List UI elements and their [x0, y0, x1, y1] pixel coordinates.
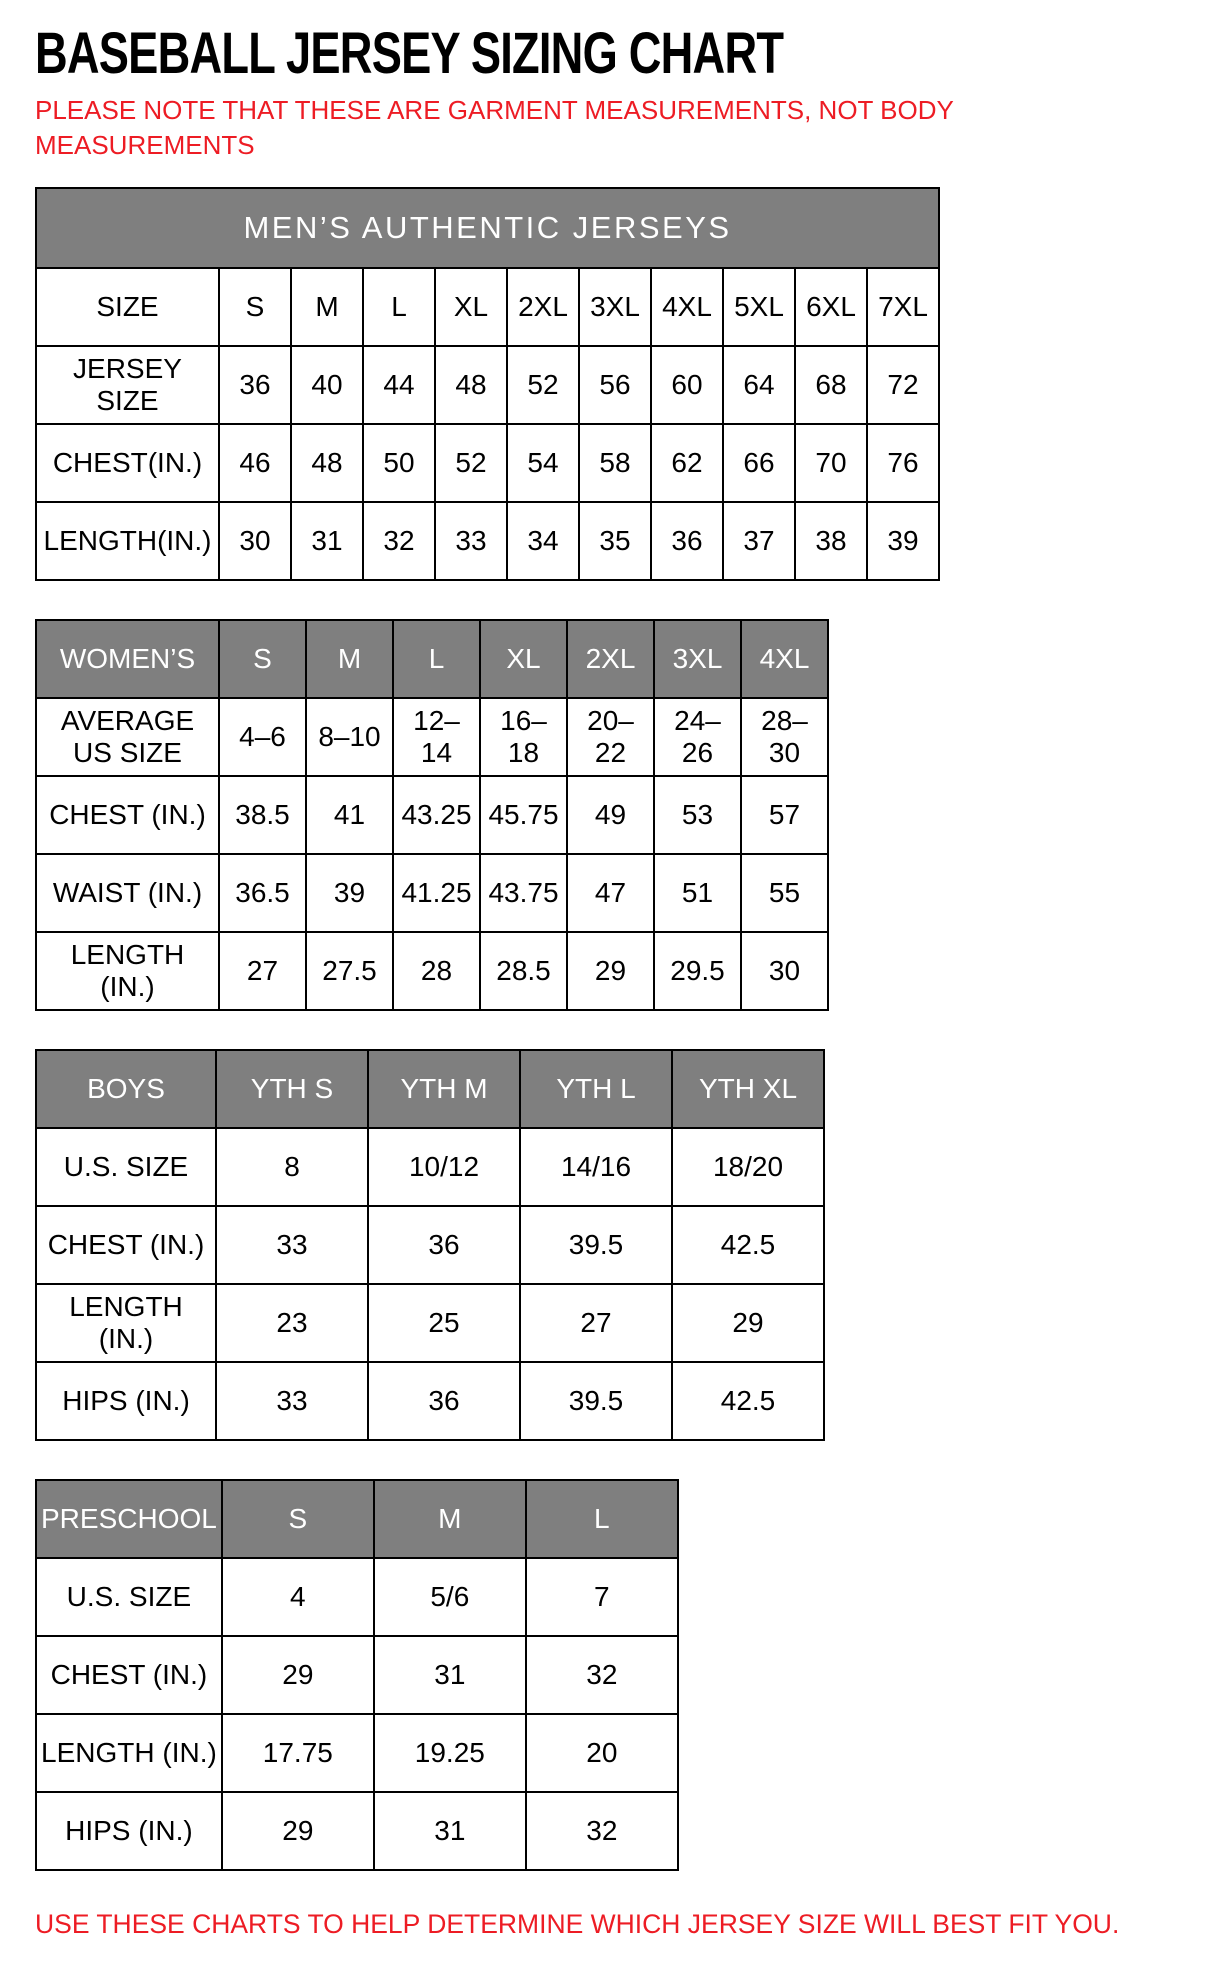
garment-measurement-note: PLEASE NOTE THAT THESE ARE GARMENT MEASUREMENTS, NOT BODY MEASUREMENTS	[35, 94, 954, 160]
page-title: BASEBALL JERSEY SIZING CHART	[35, 21, 784, 86]
boys-table-section	[35, 1049, 1185, 1441]
table-title-cell: WOMEN’S	[36, 620, 219, 698]
measurement-row	[36, 698, 828, 776]
measurement-cell: 56	[579, 346, 651, 424]
measurement-cell: 7	[526, 1558, 678, 1636]
measurement-cell: 39.5	[520, 1206, 672, 1284]
measurement-row	[36, 932, 828, 1010]
measurement-cell: 28–30	[741, 698, 828, 776]
measurement-cell: 32	[526, 1636, 678, 1714]
measurement-cell: 37	[723, 502, 795, 580]
measurement-cell: 4	[222, 1558, 374, 1636]
measurement-cell: 38.5	[219, 776, 306, 854]
measurement-cell: 66	[723, 424, 795, 502]
measurement-cell: 39	[867, 502, 939, 580]
measurement-cell: 5XL	[723, 268, 795, 346]
boys-sizing-table	[35, 1049, 825, 1441]
measurement-row	[36, 1284, 824, 1362]
measurement-cell: 7XL	[867, 268, 939, 346]
footer-note: USE THESE CHARTS TO HELP DETERMINE WHICH JERSEY SIZE WILL BEST FIT YOU.	[35, 1909, 1120, 1940]
measurement-cell: 48	[435, 346, 507, 424]
size-column-header: YTH XL	[672, 1050, 824, 1128]
measurement-cell: 64	[723, 346, 795, 424]
measurement-cell: 17.75	[222, 1714, 374, 1792]
measurement-cell: 41.25	[393, 854, 480, 932]
measurement-cell: 52	[507, 346, 579, 424]
measurement-cell: 76	[867, 424, 939, 502]
measurement-cell: 5/6	[374, 1558, 526, 1636]
measurement-row	[36, 1792, 678, 1870]
measurement-cell: 27.5	[306, 932, 393, 1010]
measurement-cell: 27	[520, 1284, 672, 1362]
measurement-row	[36, 1636, 678, 1714]
measurement-cell: 29	[672, 1284, 824, 1362]
measurement-cell: 24–26	[654, 698, 741, 776]
column-header-row	[36, 620, 828, 698]
row-label: CHEST(IN.)	[36, 424, 219, 502]
measurement-row	[36, 424, 939, 502]
table-banner: MEN’S AUTHENTIC JERSEYS	[36, 188, 939, 268]
table-title-cell: BOYS	[36, 1050, 216, 1128]
size-column-header: L	[526, 1480, 678, 1558]
size-column-header: M	[374, 1480, 526, 1558]
measurement-cell: 58	[579, 424, 651, 502]
measurement-cell: 20–22	[567, 698, 654, 776]
measurement-cell: 43.75	[480, 854, 567, 932]
size-column-header: YTH L	[520, 1050, 672, 1128]
measurement-cell: 34	[507, 502, 579, 580]
measurement-cell: 28	[393, 932, 480, 1010]
row-label: HIPS (IN.)	[36, 1362, 216, 1440]
size-column-header: L	[393, 620, 480, 698]
measurement-cell: 28.5	[480, 932, 567, 1010]
measurement-cell: 36	[651, 502, 723, 580]
measurement-cell: 30	[219, 502, 291, 580]
measurement-row	[36, 854, 828, 932]
measurement-row	[36, 1714, 678, 1792]
measurement-cell: 32	[526, 1792, 678, 1870]
size-column-header: YTH S	[216, 1050, 368, 1128]
measurement-cell: 19.25	[374, 1714, 526, 1792]
measurement-cell: 40	[291, 346, 363, 424]
measurement-cell: 31	[291, 502, 363, 580]
measurement-cell: 41	[306, 776, 393, 854]
measurement-cell: 18/20	[672, 1128, 824, 1206]
measurement-cell: 51	[654, 854, 741, 932]
measurement-row	[36, 1362, 824, 1440]
table-banner-row	[36, 188, 939, 268]
womens-sizing-table	[35, 619, 829, 1011]
measurement-cell: 2XL	[507, 268, 579, 346]
measurement-cell: 20	[526, 1714, 678, 1792]
measurement-cell: 4XL	[651, 268, 723, 346]
measurement-cell: 72	[867, 346, 939, 424]
measurement-cell: 46	[219, 424, 291, 502]
measurement-cell: 39.5	[520, 1362, 672, 1440]
womens-table-section	[35, 619, 1185, 1011]
measurement-cell: 53	[654, 776, 741, 854]
measurement-cell: 6XL	[795, 268, 867, 346]
row-label: LENGTH (IN.)	[36, 1714, 222, 1792]
measurement-cell: 10/12	[368, 1128, 520, 1206]
row-label: HIPS (IN.)	[36, 1792, 222, 1870]
measurement-cell: 29.5	[654, 932, 741, 1010]
measurement-cell: 60	[651, 346, 723, 424]
measurement-row	[36, 1206, 824, 1284]
measurement-cell: 47	[567, 854, 654, 932]
size-column-header: S	[222, 1480, 374, 1558]
measurement-cell: 8–10	[306, 698, 393, 776]
measurement-row	[36, 776, 828, 854]
size-column-header: YTH M	[368, 1050, 520, 1128]
measurement-cell: 32	[363, 502, 435, 580]
row-label: SIZE	[36, 268, 219, 346]
size-column-header: 4XL	[741, 620, 828, 698]
measurement-row	[36, 502, 939, 580]
row-label: AVERAGE US SIZE	[36, 698, 219, 776]
mens-table-section	[35, 187, 1185, 581]
measurement-cell: XL	[435, 268, 507, 346]
size-column-header: M	[306, 620, 393, 698]
measurement-cell: 44	[363, 346, 435, 424]
measurement-cell: 36.5	[219, 854, 306, 932]
measurement-cell: 36	[219, 346, 291, 424]
column-header-row	[36, 1050, 824, 1128]
measurement-cell: 39	[306, 854, 393, 932]
measurement-cell: 14/16	[520, 1128, 672, 1206]
measurement-cell: 12–14	[393, 698, 480, 776]
row-label: U.S. SIZE	[36, 1558, 222, 1636]
measurement-cell: 62	[651, 424, 723, 502]
measurement-row	[36, 1558, 678, 1636]
measurement-cell: 30	[741, 932, 828, 1010]
measurement-row	[36, 268, 939, 346]
measurement-cell: 48	[291, 424, 363, 502]
measurement-cell: 36	[368, 1206, 520, 1284]
mens-sizing-table	[35, 187, 940, 581]
size-column-header: S	[219, 620, 306, 698]
preschool-sizing-table	[35, 1479, 679, 1871]
row-label: CHEST (IN.)	[36, 1636, 222, 1714]
measurement-cell: 38	[795, 502, 867, 580]
row-label: WAIST (IN.)	[36, 854, 219, 932]
measurement-cell: 29	[222, 1636, 374, 1714]
measurement-cell: 52	[435, 424, 507, 502]
row-label: CHEST (IN.)	[36, 1206, 216, 1284]
measurement-row	[36, 346, 939, 424]
row-label: LENGTH (IN.)	[36, 932, 219, 1010]
measurement-cell: 33	[216, 1206, 368, 1284]
measurement-cell: 31	[374, 1792, 526, 1870]
measurement-cell: 8	[216, 1128, 368, 1206]
measurement-cell: 33	[216, 1362, 368, 1440]
size-column-header: 2XL	[567, 620, 654, 698]
row-label: LENGTH(IN.)	[36, 502, 219, 580]
measurement-cell: M	[291, 268, 363, 346]
row-label: CHEST (IN.)	[36, 776, 219, 854]
measurement-cell: 16–18	[480, 698, 567, 776]
row-label: U.S. SIZE	[36, 1128, 216, 1206]
measurement-cell: 49	[567, 776, 654, 854]
measurement-cell: 42.5	[672, 1206, 824, 1284]
measurement-cell: 3XL	[579, 268, 651, 346]
measurement-cell: 29	[567, 932, 654, 1010]
column-header-row	[36, 1480, 678, 1558]
measurement-cell: 57	[741, 776, 828, 854]
measurement-cell: 4–6	[219, 698, 306, 776]
table-title-cell: PRESCHOOL	[36, 1480, 222, 1558]
measurement-cell: 70	[795, 424, 867, 502]
preschool-table-section	[35, 1479, 1185, 1871]
measurement-cell: 33	[435, 502, 507, 580]
measurement-cell: 54	[507, 424, 579, 502]
measurement-cell: 43.25	[393, 776, 480, 854]
size-column-header: XL	[480, 620, 567, 698]
measurement-cell: 42.5	[672, 1362, 824, 1440]
measurement-cell: 23	[216, 1284, 368, 1362]
measurement-cell: 25	[368, 1284, 520, 1362]
measurement-cell: 29	[222, 1792, 374, 1870]
measurement-cell: 55	[741, 854, 828, 932]
measurement-cell: 31	[374, 1636, 526, 1714]
measurement-cell: 36	[368, 1362, 520, 1440]
size-column-header: 3XL	[654, 620, 741, 698]
measurement-cell: 50	[363, 424, 435, 502]
measurement-cell: 27	[219, 932, 306, 1010]
measurement-cell: 45.75	[480, 776, 567, 854]
measurement-cell: 35	[579, 502, 651, 580]
row-label: JERSEY SIZE	[36, 346, 219, 424]
measurement-row	[36, 1128, 824, 1206]
measurement-cell: S	[219, 268, 291, 346]
row-label: LENGTH (IN.)	[36, 1284, 216, 1362]
measurement-cell: 68	[795, 346, 867, 424]
measurement-cell: L	[363, 268, 435, 346]
